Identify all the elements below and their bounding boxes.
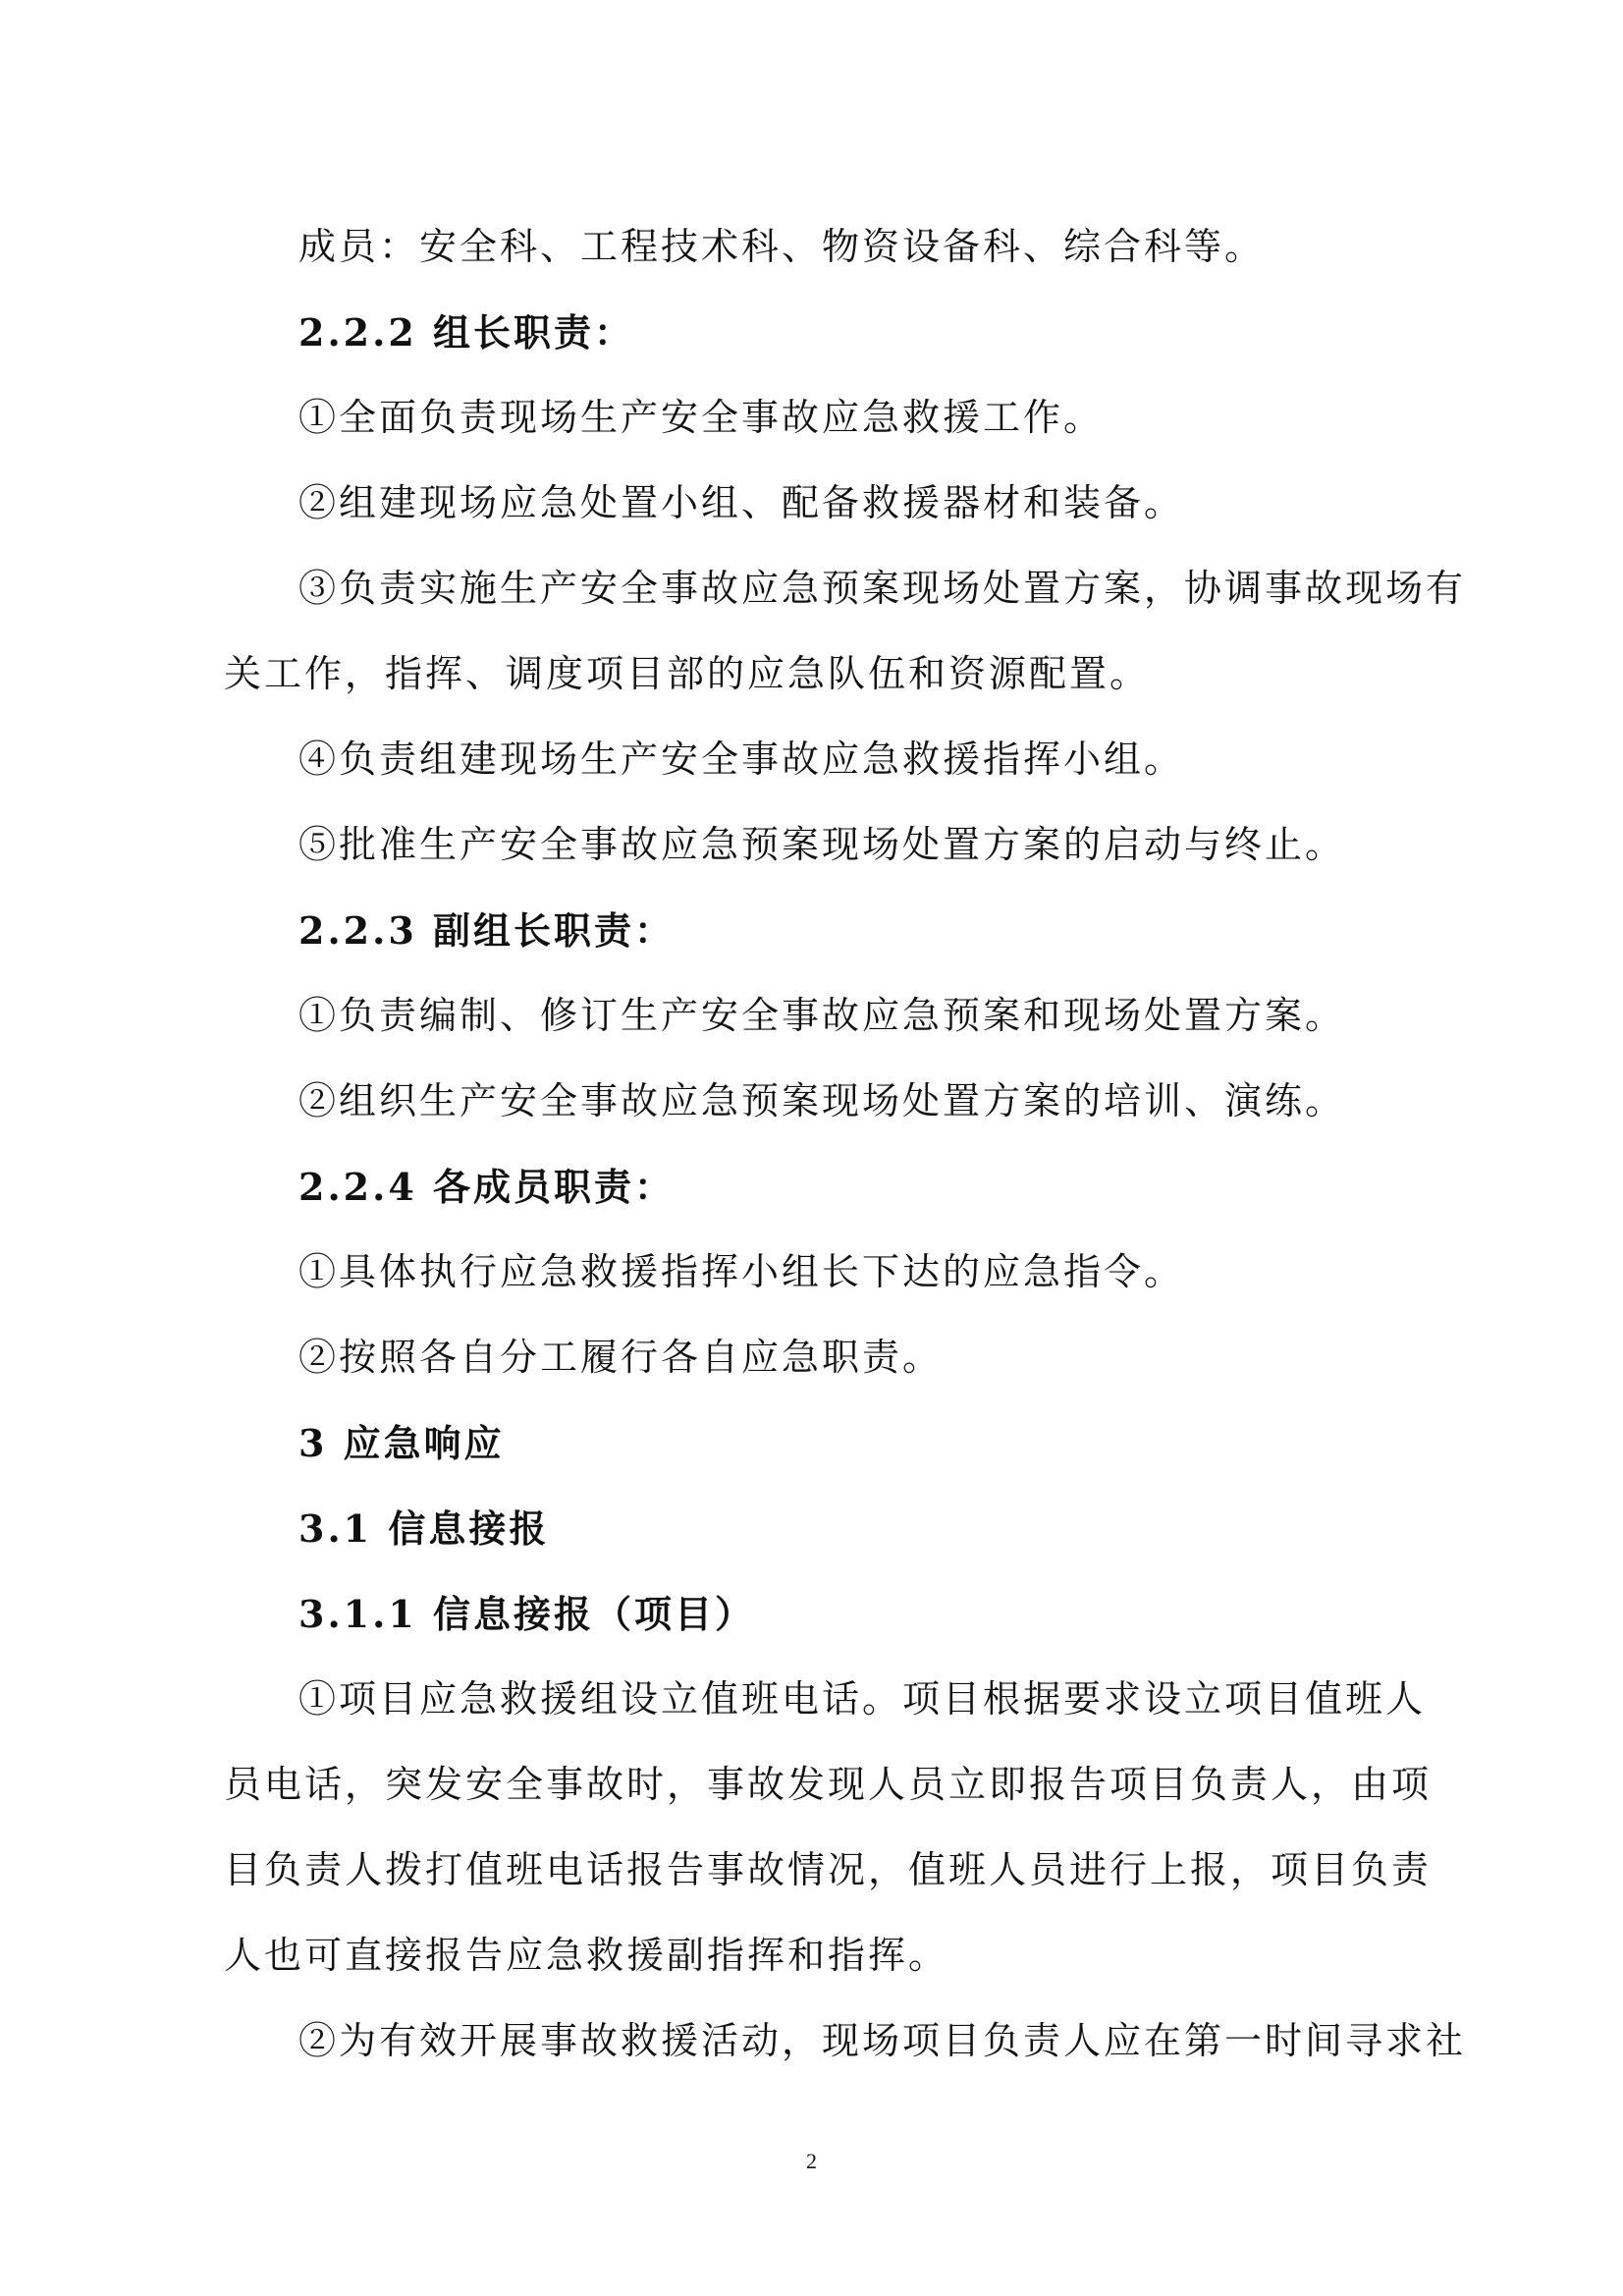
section-heading: 2.2.3 副组长职责： xyxy=(298,908,676,953)
section-heading: 3 应急响应 xyxy=(298,1421,505,1465)
section-heading: 3.1.1 信息接报（项目） xyxy=(298,1592,756,1636)
paragraph-line: ④负责组建现场生产安全事故应急救援指挥小组。 xyxy=(298,738,1185,781)
paragraph-line: 目负责人拨打值班电话报告事故情况，值班人员进行上报，项目负责 xyxy=(224,1848,1433,1891)
paragraph-line: ①负责编制、修订生产安全事故应急预案和现场处置方案。 xyxy=(298,994,1346,1037)
section-heading: 2.2.2 组长职责： xyxy=(298,310,635,355)
paragraph-line: ①具体执行应急救援指挥小组长下达的应急指令。 xyxy=(298,1250,1185,1293)
paragraph-line: ②按照各自分工履行各自应急职责。 xyxy=(298,1336,944,1379)
document-body xyxy=(224,204,1467,2084)
paragraph-line: ①项目应急救援组设立值班电话。项目根据要求设立项目值班人 xyxy=(298,1677,1427,1721)
section-heading: 2.2.4 各成员职责： xyxy=(298,1165,676,1209)
paragraph-line: 关工作，指挥、调度项目部的应急队伍和资源配置。 xyxy=(224,652,1151,695)
paragraph-line: ②组建现场应急处置小组、配备救援器材和装备。 xyxy=(298,481,1185,524)
paragraph-line: ②为有效开展事故救援活动，现场项目负责人应在第一时间寻求社 xyxy=(298,2019,1467,2062)
paragraph-line: ①全面负责现场生产安全事故应急救援工作。 xyxy=(298,396,1105,439)
paragraph-line: 员电话，突发安全事故时，事故发现人员立即报告项目负责人，由项 xyxy=(224,1763,1433,1806)
paragraph-line: 人也可直接报告应急救援副指挥和指挥。 xyxy=(224,1934,949,1977)
paragraph-line: ②组织生产安全事故应急预案现场处置方案的培训、演练。 xyxy=(298,1079,1346,1122)
page-number: 2 xyxy=(806,2149,817,2173)
paragraph-line: 成员：安全科、工程技术科、物资设备科、综合科等。 xyxy=(298,225,1266,268)
paragraph-line: ③负责实施生产安全事故应急预案现场处置方案，协调事故现场有 xyxy=(298,567,1467,610)
section-heading: 3.1 信息接报 xyxy=(298,1506,550,1551)
paragraph-line: ⑤批准生产安全事故应急预案现场处置方案的启动与终止。 xyxy=(298,823,1346,866)
